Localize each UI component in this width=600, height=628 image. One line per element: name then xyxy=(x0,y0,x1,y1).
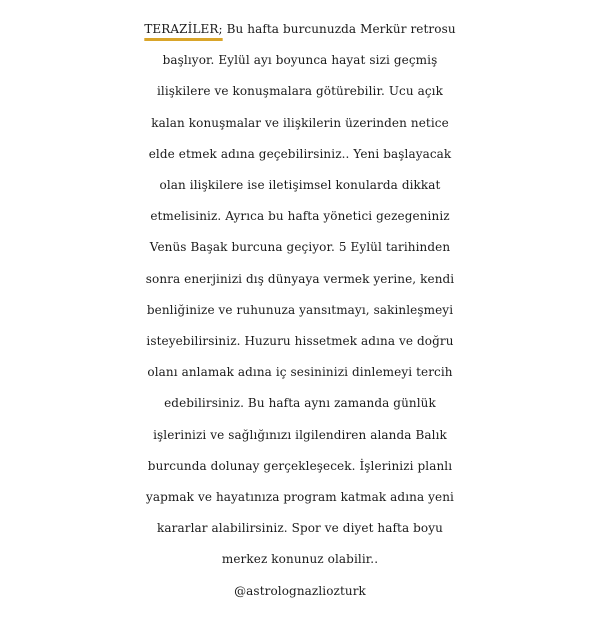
post-line-4: elde etmek adına geçebilirsiniz.. Yeni başlayacak xyxy=(148,146,452,161)
post-line-0-text: Bu hafta burcunuzda Merkür retrosu xyxy=(222,22,456,36)
post-line-9: benliğinize ve ruhunuza yansıtmayı, sakinleşmeyi xyxy=(146,302,454,317)
post-line-16: kararlar alabilirsiniz. Spor ve diyet hafta boyu xyxy=(157,521,443,536)
post-line-15: yapmak ve hayatınıza program katmak adına yeni xyxy=(146,490,454,505)
horoscope-post xyxy=(0,14,600,607)
post-line-13: işlerinizi ve sağlığınızı ilgilendiren alanda Balık xyxy=(153,427,447,442)
post-line-5: olan ilişkilere ise iletişimsel konularda dikkat xyxy=(159,178,441,193)
post-line-8: sonra enerjinizi dış dünyaya vermek yerine, kendi xyxy=(145,271,455,286)
post-line-0 xyxy=(0,14,600,45)
post-line-1: başlıyor. Eylül ayı boyunca hayat sizi geçmiş xyxy=(162,53,438,68)
post-line-7: Venüs Başak burcuna geçiyor. 5 Eylül tarihinden xyxy=(149,240,451,255)
post-line-14: burcunda dolunay gerçekleşecek. İşlerinizi planlı xyxy=(147,458,453,473)
post-line-17: merkez konunuz olabilir.. xyxy=(221,552,379,567)
post-line-11: olanı anlamak adına iç sesininizi dinlemeyi tercih xyxy=(147,365,453,380)
post-line-2: ilişkilere ve konuşmalara götürebilir. Ucu açık xyxy=(156,84,443,99)
post-line-3: kalan konuşmalar ve ilişkilerin üzerinden netice xyxy=(151,115,449,130)
post-line-6: etmelisiniz. Ayrıca bu hafta yönetici gezegeniniz xyxy=(150,209,450,224)
post-line-12: edebilirsiniz. Bu hafta aynı zamanda günlük xyxy=(164,396,436,411)
author-handle: @astrolognazliozturk xyxy=(234,583,366,598)
zodiac-sign-heading: TERAZİLER; xyxy=(144,22,223,36)
post-line-10: isteyebilirsiniz. Huzuru hissetmek adına ve doğru xyxy=(146,334,454,349)
